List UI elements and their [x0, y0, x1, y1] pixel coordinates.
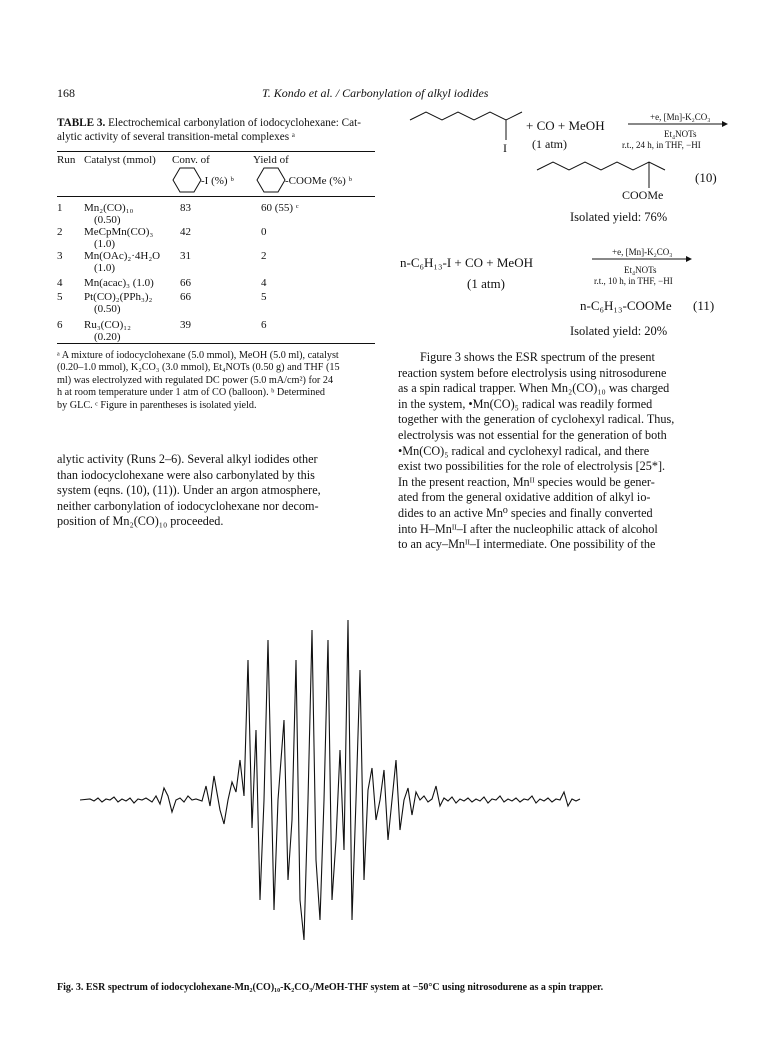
eq11-below-arrow1: Et₄NOTs — [624, 265, 657, 275]
col-conv-subheader: -I (%) ᵇ — [201, 175, 234, 187]
table-bottom-rule — [57, 343, 375, 344]
running-title: T. Kondo et al. / Carbonylation of alkyl iodides — [262, 86, 489, 100]
eq10-above-arrow: +e, [Mn]-K₂CO₃ — [650, 112, 711, 122]
col-catalyst-header: Catalyst (mmol) — [84, 154, 156, 166]
eq10-product-group: COOMe — [622, 188, 664, 202]
eq11-arrow-icon — [592, 255, 692, 263]
table-caption-line1: Electrochemical carbonylation of iodocyclohexane: Cat- — [108, 117, 361, 129]
col-run-header: Run — [57, 154, 76, 166]
table-caption-label: TABLE 3. — [57, 117, 106, 129]
table-caption-line2: alytic activity of several transition-metal complexes ᵃ — [57, 131, 295, 143]
eq10-below-arrow2: r.t., 24 h, in THF, −HI — [622, 140, 701, 150]
eq11-number: (11) — [693, 298, 715, 313]
eq10-iodo: I — [503, 141, 507, 155]
eq11-left: n-C₆H₁₃-I + CO + MeOH — [400, 255, 533, 270]
alkyl-iodide-structure-icon — [408, 108, 528, 156]
cyclohexyl-iodide-structure-icon — [172, 166, 202, 194]
right-column-text: Figure 3 shows the ESR spectrum of the present reaction system before electrolysis using nitrosodurene as a spin radical trapper. When Mn₂(CO)₁₀ was charged in the system, •Mn(CO)₅ radical was readily formed together with the generation of cyclohexyl radical. Thus, electrolysis was not essential for the generation of both •Mn(CO)₅ radical and cyclohexyl radical, and there exist two possibilities for the role of electrolysis [25*]. In the present reaction, Mnᴵᴵ species would be gener- ated from the general oxidative addition of alkyl io- dides to an active Mn⁰ species and finally converted into H–Mnᴵᴵ–I after the nucleophilic attack of alcohol to an acy–Mnᴵᴵ–I intermediate. One possibility of the — [398, 350, 675, 552]
col-yield-subheader: -COOMe (%) ᵇ — [285, 175, 352, 187]
eq11-below-arrow2: r.t., 10 h, in THF, −HI — [594, 276, 673, 286]
eq10-reagents: + CO + MeOH — [526, 118, 605, 133]
cyclohexyl-ester-structure-icon — [256, 166, 286, 194]
eq10-below-arrow1: Et₄NOTs — [664, 129, 697, 139]
table-header-rule — [57, 196, 375, 197]
table-footnotes: ᵃ A mixture of iodocyclohexane (5.0 mmol), MeOH (5.0 ml), catalyst (0.20–1.0 mmol), K₂CO₃ (3.0 mmol), Et₄NOTs (0.50 g) and THF (15 ml) was electrolyzed with regulated DC power (5.0 mA/cm²) for 24 h at room temperature under 1 atm of CO (balloon). ᵇ Determined by GLC. ᶜ Figure in parentheses is isolated yield. — [57, 350, 340, 411]
eq10-arrow-icon — [628, 120, 728, 128]
figure-caption: Fig. 3. ESR spectrum of iodocyclohexane-Mn₂(CO)₁₀-K₂CO₃/MeOH-THF system at −50°C using nitrosodurene as a spin trapper. — [57, 982, 604, 993]
col-yield-header: Yield of — [253, 154, 289, 166]
table-body: 1 Mn₂(CO)₁₀ 83 60 (55) ᶜ (0.50) 2 MeCpMn(CO)₃ 42 0 (1.0) 3 Mn(OAc)₂·4H₂O 31 2 (1.0) 4 Mn(acac)₃ (1.0) 66 4 5 Pt(CO)₂(PPh₃)₂ 66 5 (0.50) 6 Ru₃(CO)₁₂ 39 6 (0.20) — [57, 202, 299, 343]
table-top-rule — [57, 151, 375, 152]
table-caption — [57, 116, 377, 144]
esr-spectrum-trace — [80, 620, 580, 940]
eq10-number: (10) — [695, 170, 717, 185]
left-column-text: alytic activity (Runs 2–6). Several alkyl iodides other than iodocyclohexane were also carbonylated by this system (eqns. (10), (11)). Under an argon atmosphere, neither carbonylation of iodocyclohexane nor decom- position of Mn₂(CO)₁₀ proceeded. — [57, 452, 321, 529]
eq10-yield: Isolated yield: 76% — [570, 210, 668, 224]
page-number: 168 — [57, 86, 75, 100]
esr-spectrum-figure — [80, 600, 620, 960]
eq11-above-arrow: +e, [Mn]-K₂CO₃ — [612, 247, 673, 257]
col-conv-header: Conv. of — [172, 154, 210, 166]
eq11-yield: Isolated yield: 20% — [570, 324, 668, 338]
eq11-product: n-C₆H₁₃-COOMe — [580, 298, 672, 313]
eq11-pressure: (1 atm) — [467, 276, 505, 291]
eq10-pressure: (1 atm) — [532, 137, 567, 151]
